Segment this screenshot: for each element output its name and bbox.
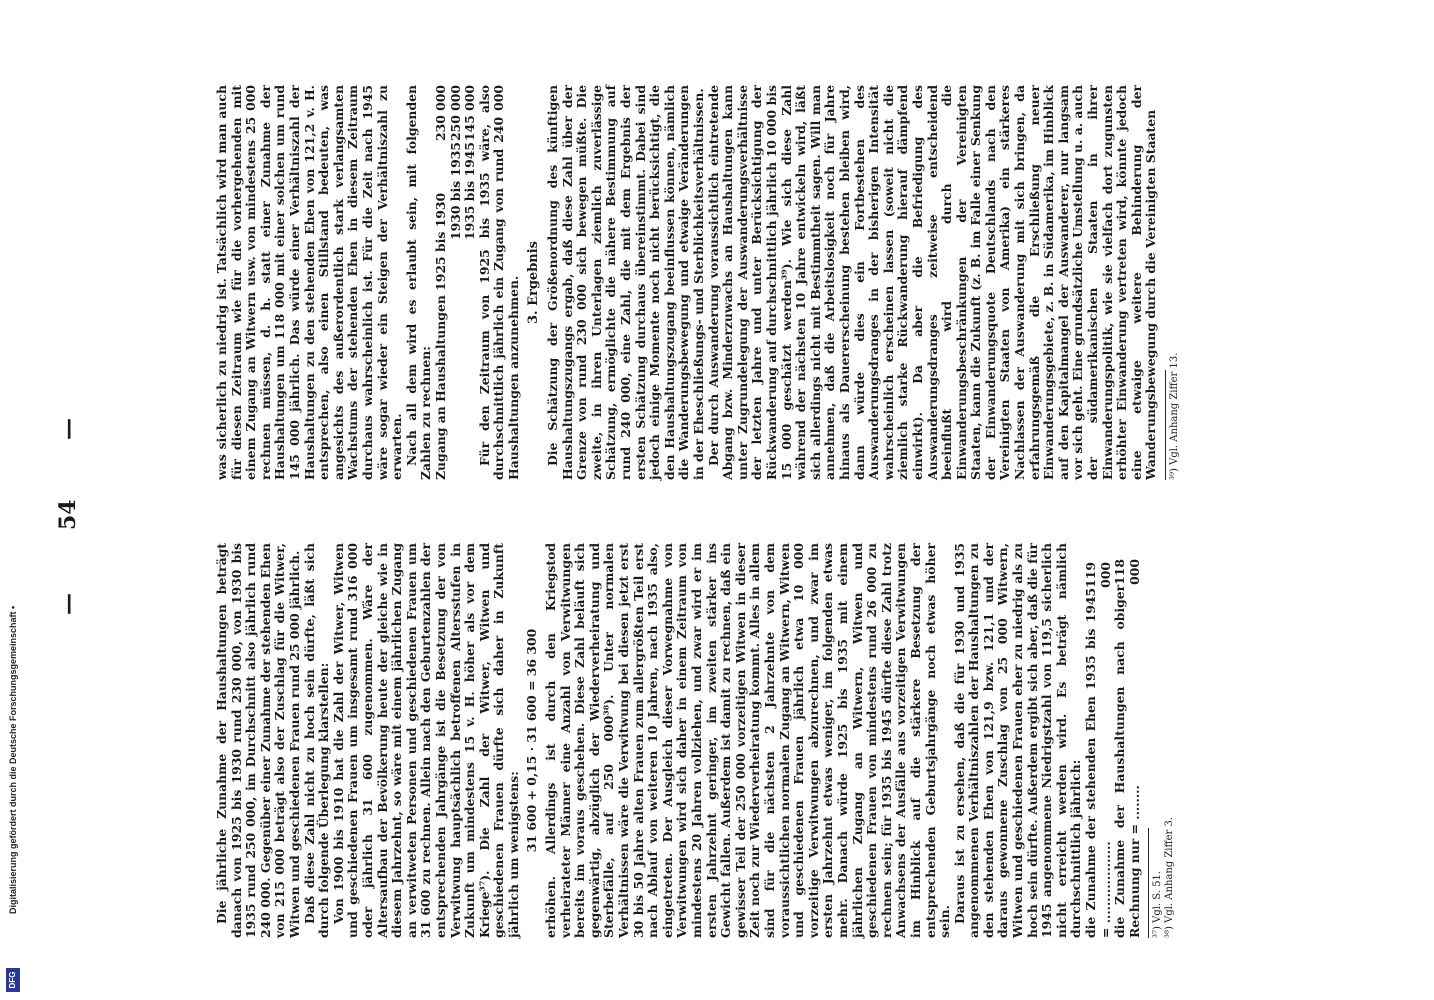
left-column bbox=[215, 543, 1176, 938]
page-number: 54 bbox=[55, 499, 81, 530]
formula: 31 600 + 0,15 · 31 600 = 36 300 bbox=[524, 628, 540, 853]
zugang-row bbox=[463, 85, 478, 480]
row-value: 119 000 bbox=[1083, 562, 1113, 588]
row-value: 250 000 bbox=[447, 85, 463, 142]
sum-row bbox=[1113, 543, 1142, 938]
footnote-rule bbox=[1148, 828, 1149, 938]
section-heading: 3. Ergebnis bbox=[526, 241, 542, 325]
right-column bbox=[215, 85, 1181, 480]
paragraph: Die Schätzung der Größenordnung des künftigen Haushaltungszugangs ergab, daß diese Zahl über der Grenze von rund 230 000 sich bewegen müßte. Die zweite, in ihren Unterlagen ziemlich zuverlässige Schätzung, ermöglichte die nähere Bestimmung auf rund 240 000, eine Zahl, die mit dem Ergebnis der ersten Schätzung durchaus übereinstimmt. Dabei sind jedoch einige Momente noch nicht berücksichtigt, die den Haushaltungszugang beeinflussen können, nämlich die Wanderungsbewegung und etwaige Veränderungen in der Eheschließungs- und Sterblichkeitsverhältnissen. bbox=[545, 85, 706, 480]
paragraph: Nach all dem wird es erlaubt sein, mit folgenden Zahlen zu rechnen: bbox=[403, 85, 434, 480]
paragraph: was sicherlich zu niedrig ist. Tatsächlich wird man auch für diesen Zeitraum wie für die vorhergehenden mit einem Zugang an Witwern usw. von mindestens 25 000 rechnen müssen, d. h. statt einer Zunahme der Haushaltungen um 118 000 mit einer solchen um rund 145 000 jährlich. Das würde einer Verhältniszahl der Haushaltungen zu den stehenden Ehen von 121,2 v. H. entsprechen, also einen Stillstand bedeuten, was angesichts des außerordentlich stark verlangsamten Wachstums der stehenden Ehen in diesem Zeitraum durchaus wahrscheinlich ist. Für die Zeit nach 1945 wäre sogar wieder ein Steigen der Verhältniszahl zu erwarten. bbox=[214, 85, 405, 480]
footnote: ³⁸) Vgl. Anhang Ziffer 3. bbox=[1164, 816, 1176, 938]
row-label: die Zunahme der Haushaltungen nach obiger Rechnung nur = ........ bbox=[1112, 584, 1142, 938]
row-value: 230 000 bbox=[432, 85, 448, 142]
zugang-row bbox=[434, 85, 449, 480]
page-dash-right: — bbox=[55, 418, 81, 440]
footnote: ³⁹) Vgl. Anhang Ziffer 13. bbox=[1169, 352, 1180, 480]
row-label: Zugang an Haushaltungen 1925 bis 1930 bbox=[432, 192, 448, 480]
sum-row bbox=[1084, 543, 1113, 938]
paragraph: Der durch Auswanderung voraussichtlich eintretende Abgang bzw. Minderzuwachs an Haushaltungen kann unter Zugrundelegung der Auswanderungsverhältnisse der letzten Jahre und unter Berücksichtigung der Rückwanderung auf durchschnittlich jährlich 10 000 bis 15 000 geschätzt werden³⁹). Wie sich diese Zahl während der nächsten 10 Jahre entwickeln wird, läßt sich allerdings nicht mit Bestimmtheit sagen. Will man annehmen, daß die Arbeitslosigkeit noch für Jahre hinaus als Dauererscheinung bestehen bleiben wird, dann würde dies ein Fortbestehen des Auswanderungsdranges in der bisherigen Intensität wahrscheinlich erscheinen lassen (soweit nicht die ziemlich starke Rückwanderung hierauf dämpfend einwirkt). Da aber die Befriedigung des Auswanderungsdranges zeitweise entscheidend beeinflußt wird durch die Einwanderungsbeschränkungen der Vereinigten Staaten, kann die Zukunft (z. B. im Falle einer Senkung der Einwanderungsquote Deutschlands nach den Vereinigten Staaten von Amerika) ein stärkeres Nachlassen der Auswanderung mit sich bringen, da erfahrungsgemäß die Erschließung neuer Einwanderungsgebiete, z. B. in Südamerika, im Hinblick auf den Kapitalmangel der Auswanderer, nur langsam vor sich geht. Eine grundsätzliche Umstellung u. a. auch der südamerikanischen Staaten in ihrer Einwanderungspolitik, wie sie vielfach dort zugunsten erhöhter Einwanderung vertreten wird, könnte jedoch eine etwaige weitere Behinderung der Wanderungsbewegung durch die Vereinigten Staaten bbox=[705, 85, 1159, 480]
dfg-logo: DFG bbox=[6, 968, 20, 992]
paragraph: Daraus ist zu ersehen, daß die für 1930 und 1935 angenommenen Verhältniszahlen der Haushaltungen zu den stehenden Ehen von 121,9 bzw. 121,1 und der daraus gewonnene Zuschlag von 25 000 Witwern, Witwen und geschiedenen Frauen eher zu niedrig als zu hoch sein dürfte. Außerdem ergibt sich aber, daß die für 1945 angenommene Niedrigstzahl von 119,5 sicherlich nicht erreicht werden wird. Es beträgt nämlich durchschnittlich jährlich: bbox=[951, 543, 1084, 938]
row-label: 1935 bis 1945 bbox=[462, 142, 478, 240]
paragraph: Von 1900 bis 1910 hat die Zahl der Witwer, Witwen und geschiedenen Frauen um insgesamt rund 316 000 oder jährlich 31 600 zugenommen. Wäre der Altersaufbau der Bevölkerung heute der gleiche wie in diesem Jahrzehnt, so wäre mit einem jährlichen Zugang an verwitweten Personen und geschiedenen Frauen um 31 600 zu rechnen. Allein nach den Geburtenzahlen der entsprechenden Jahrgänge ist die Besetzung der von Verwitwung hauptsächlich betroffenen Altersstufen in Zukunft um mindestens 15 v. H. höher als vor dem Kriege³⁷). Die Zahl der Witwer, Witwen und geschiedenen Frauen dürfte sich daher in Zukunft jährlich um wenigstens: bbox=[330, 543, 521, 938]
footnote: ³⁷) Vgl. S. 51. bbox=[1152, 870, 1164, 938]
sidebar-text: Digitalisierung gefördert durch die Deutsche Forschungsgemeinschaft • bbox=[8, 605, 18, 914]
digitization-sidebar bbox=[0, 0, 30, 1000]
footnote-rule bbox=[1165, 370, 1166, 480]
paragraph: erhöhen. Allerdings ist durch den Kriegstod verheirateter Männer eine Anzahl von Verwitwungen bereits im voraus geschehen. Diese Zahl beläuft sich gegenwärtig, abzüglich der Wiederverheiratung und Sterbefälle, auf 250 000³⁸). Unter normalen Verhältnissen wäre die Verwitwung bei diesen jetzt erst 30 bis 50 Jahre alten Frauen zum allergrößten Teil erst nach Ablauf von weiteren 10 Jahren, nach 1935 also, eingetreten. Der Ausgleich dieser Vorwegnahme von Verwitwungen wird sich daher in einem Zeitraum von mindestens 20 Jahren vollziehen, und zwar wird er im ersten Jahrzehnt geringer, im zweiten stärker ins Gewicht fallen. Außerdem ist damit zu rechnen, daß ein gewisser Teil der 250 000 vorzeitigen Witwen in dieser Zeit noch zur Wiederverheiratung kommt. Alles in allem sind für die nächsten 2 Jahrzehnte von dem voraussichtlichen normalen Zugang an Witwern, Witwen und geschiedenen Frauen jährlich etwa 10 000 vorzeitige Verwitwungen abzurechnen, und zwar im ersten Jahrzehnt etwas weniger, im folgenden etwas mehr. Danach würde 1925 bis 1935 mit einem jährlichen Zugang an Witwern, Witwen und geschiedenen Frauen von mindestens rund 26 000 zu rechnen sein; für 1935 bis 1945 dürfte diese Zahl trotz Anwachsens der Ausfälle aus vorzeitigen Verwitwungen im Hinblick auf die stärkere Besetzung der entsprechenden Geburtsjahrgänge noch etwas höher sein. bbox=[543, 543, 953, 938]
row-label: die Zunahme der stehenden Ehen 1935 bis 1945 = ................... bbox=[1083, 587, 1113, 938]
paragraph: Daß diese Zahl nicht zu hoch sein dürfte, läßt sich durch folgende Überlegung klarstellen: bbox=[301, 543, 332, 938]
page-dash-left: — bbox=[55, 593, 81, 615]
zugang-row bbox=[449, 85, 464, 480]
row-value: 145 000 bbox=[462, 85, 478, 142]
paragraph: Für den Zeitraum von 1925 bis 1935 wäre, also durchschnittlich jährlich ein Zugang von rund 240 000 Haushaltungen anzunehmen. bbox=[476, 85, 521, 480]
paragraph: Die jährliche Zunahme der Haushaltungen beträgt danach von 1925 bis 1930 rund 230 000, von 1930 bis 1935 rund 250 000, im Durchschnitt also jährlich rund 240 000. Gegenüber einer Zunahme der stehenden Ehen von 215 000 beträgt also der Zuschlag für die Witwer, Witwen und geschiedenen Frauen rund 25 000 jährlich. bbox=[214, 543, 302, 938]
row-value: 118 000 bbox=[1112, 558, 1142, 585]
row-label: 1930 bis 1935 bbox=[447, 142, 463, 240]
